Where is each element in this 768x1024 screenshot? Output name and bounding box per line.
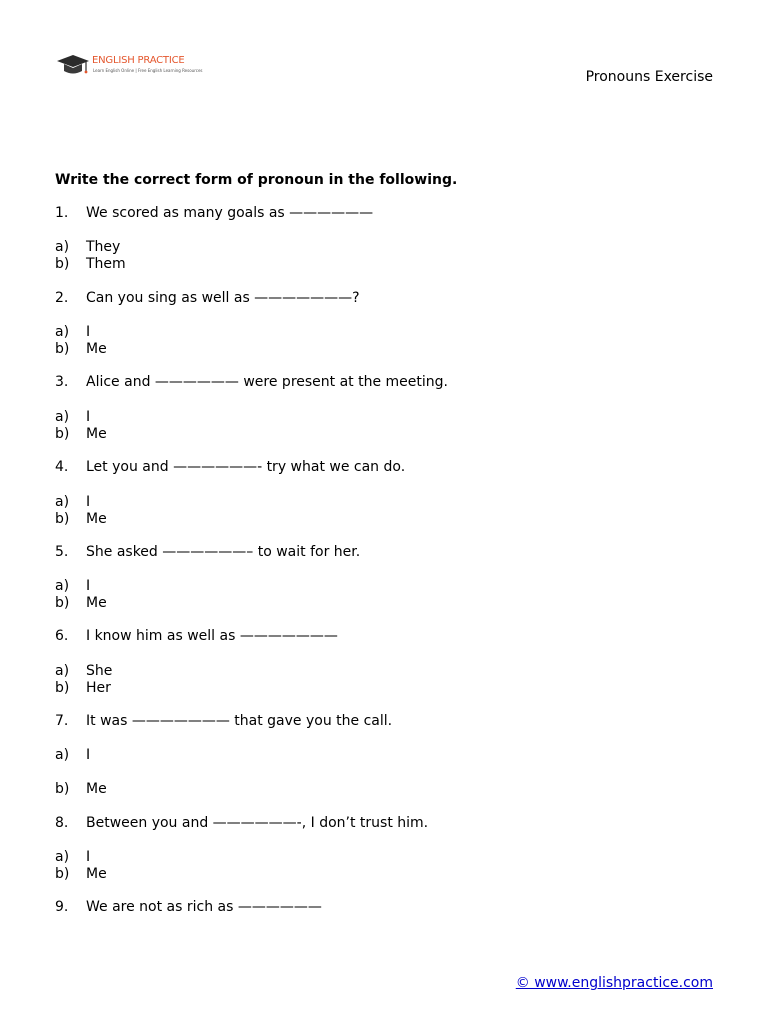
option-text: Me [86,511,107,527]
question-4 [55,459,405,476]
option-b [55,341,107,358]
option-b [55,680,111,697]
option-text: Me [86,781,107,797]
option-text: I [86,849,91,865]
question-7 [55,713,392,730]
option-a [55,849,90,866]
graduation-cap-icon [56,52,90,78]
option-text: Me [86,866,107,882]
question-number: 2. [55,290,69,306]
option-label: b) [55,680,70,696]
option-text: Me [86,595,107,611]
option-text: She [86,663,113,679]
question-number: 1. [55,205,69,221]
document-title: Pronouns Exercise [585,69,713,85]
option-label: b) [55,426,70,442]
option-text: Them [86,256,126,272]
logo [56,50,203,82]
footer-website-link[interactable]: © www.englishpractice.com [515,975,713,991]
instruction-heading: Write the correct form of pronoun in the following. [55,172,458,188]
option-label: a) [55,663,70,679]
question-9 [55,899,322,916]
question-text: It was ——————— that gave you the call. [86,713,393,729]
option-b [55,866,107,883]
question-number: 9. [55,899,69,915]
option-label: b) [55,595,70,611]
option-a [55,494,90,511]
logo-tagline: Learn English Online | Free English Learning Resources [93,68,203,73]
option-label: b) [55,866,70,882]
question-text: She asked ——————– to wait for her. [86,544,361,560]
question-number: 8. [55,815,69,831]
question-6 [55,628,338,645]
option-b [55,511,107,528]
option-a [55,239,120,256]
question-2 [55,290,360,307]
question-text: Between you and ——————-, I don’t trust him. [86,815,429,831]
option-label: a) [55,494,70,510]
question-number: 4. [55,459,69,475]
option-a [55,578,90,595]
option-label: b) [55,781,70,797]
option-a [55,663,112,680]
question-text: Alice and —————— were present at the meeting. [86,374,448,390]
question-text: Can you sing as well as ———————? [86,290,360,306]
option-a [55,747,90,764]
option-label: a) [55,578,70,594]
option-a [55,409,90,426]
option-label: a) [55,747,70,763]
option-label: b) [55,341,70,357]
option-text: I [86,494,91,510]
option-label: a) [55,239,70,255]
option-label: a) [55,324,70,340]
question-text: We are not as rich as —————— [86,899,322,915]
question-8 [55,815,428,832]
option-text: I [86,578,91,594]
question-text: Let you and ——————- try what we can do. [86,459,406,475]
question-5 [55,544,360,561]
option-text: Me [86,341,107,357]
question-number: 5. [55,544,69,560]
question-1 [55,205,373,222]
option-label: b) [55,256,70,272]
option-text: They [86,239,121,255]
question-number: 6. [55,628,69,644]
question-text: We scored as many goals as —————— [86,205,374,221]
option-text: Her [86,680,111,696]
question-text: I know him as well as ——————— [86,628,338,644]
logo-title: ENGLISH PRACTICE [92,55,185,66]
option-b [55,781,107,798]
question-number: 3. [55,374,69,390]
option-label: a) [55,409,70,425]
question-3 [55,374,448,391]
option-text: I [86,324,91,340]
option-text: Me [86,426,107,442]
option-text: I [86,747,91,763]
option-b [55,426,107,443]
option-b [55,595,107,612]
option-label: a) [55,849,70,865]
question-number: 7. [55,713,69,729]
option-text: I [86,409,91,425]
option-a [55,324,90,341]
option-label: b) [55,511,70,527]
option-b [55,256,126,273]
